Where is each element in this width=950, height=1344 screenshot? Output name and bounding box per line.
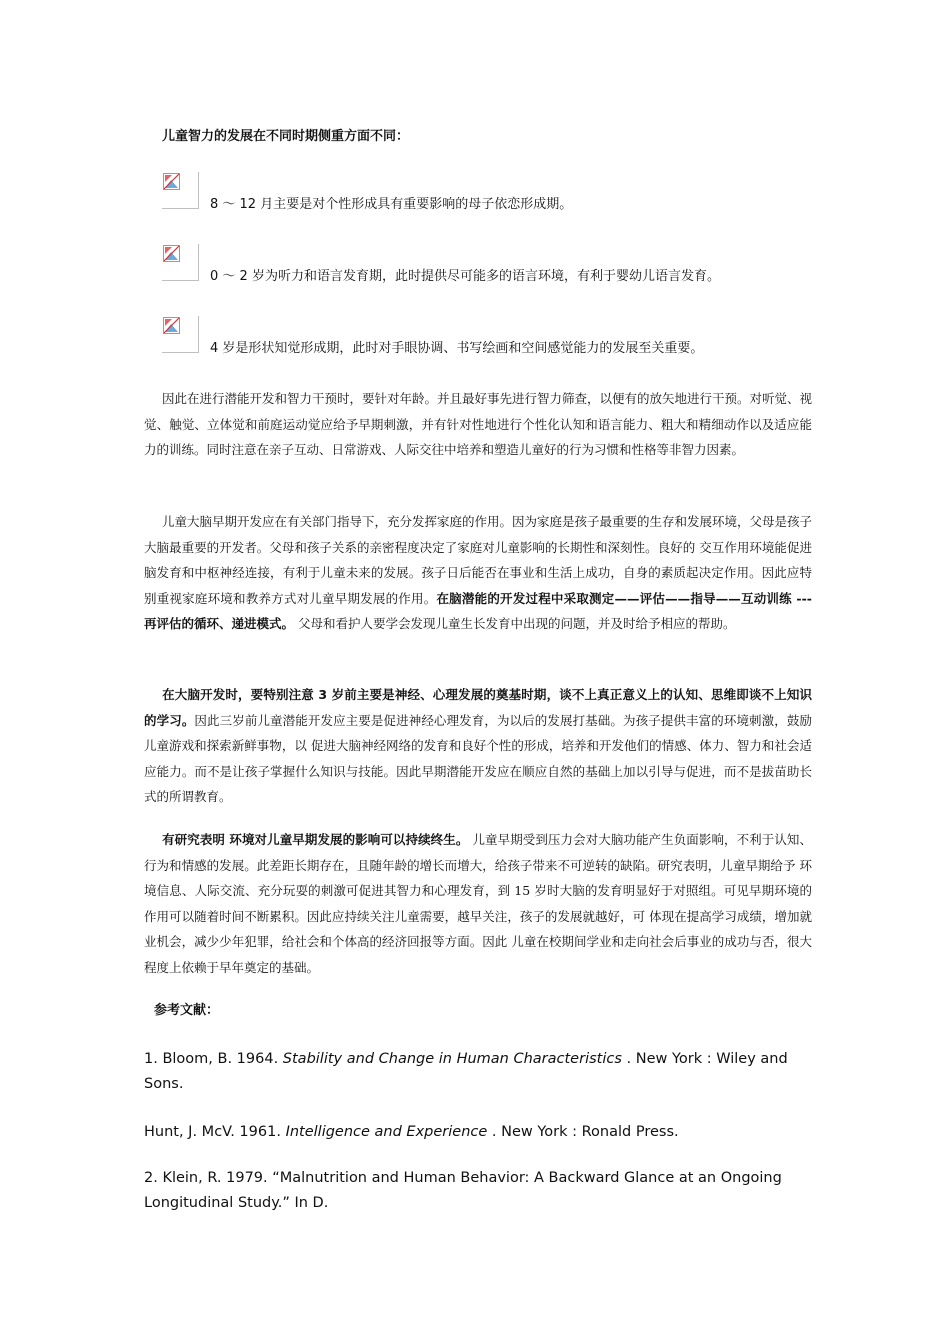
bullet-text-1: 8 ～ 12 月主要是对个性形成具有重要影响的母子依恋形成期。 [210,197,573,212]
reference-3: 2. Klein, R. 1979. “Malnutrition and Human Behavior: A Backward Glance at an Ongoing Longitudinal Study.” In D. [144,1170,782,1211]
bullet-item-2 [162,244,812,284]
emphasis-text: 在脑潜能的开发过程中采取测定——评估——指导——互动训练 --- 再评估的循环、递进模式。 [144,590,812,631]
section-heading: 儿童智力的发展在不同时期侧重方面不同： [162,129,410,144]
broken-image-icon [162,244,199,281]
emphasis-text: 在大脑开发时，要特别注意 3 岁前主要是神经、心理发展的奠基时期，谈不上真正意义上的认知、思维即谈不上知识的学习。 [144,687,812,728]
bullet-text-3: 4 岁是形状知觉形成期，此时对手眼协调、书写绘画和空间感觉能力的发展至关重要。 [210,341,704,356]
paragraph-4: 有研究表明 环境对儿童早期发展的影响可以持续终生。 儿童早期受到压力会对大脑功能产生负面影响，不利于认知、行为和情感的发展。此差距长期存在，且随年龄的增长而增大，给孩子带来不可逆转的缺陷。研究表明，儿童早期给予 环境信息、人际交流、充分玩耍的刺激可促进其智力和心理发育，到 15 岁时大脑的发育明显好于对照组。可见早期环境的作用可以随着时间不断累积。因此应持续关注儿童需要，越早关注，孩子的发展就越好，可 体现在提高学习成绩，增加就业机会，减少少年犯罪，给社会和个体高的经济回报等方面。因此 儿童在校期间学业和走向社会后事业的成功与否，很大程度上依赖于早年奠定的基础。 [144,832,812,975]
references-title: 参考文献： [154,1003,220,1018]
paragraph-3: 在大脑开发时，要特别注意 3 岁前主要是神经、心理发展的奠基时期，谈不上真正意义上的认知、思维即谈不上知识的学习。因此三岁前儿童潜能开发应主要是促进神经心理发育，为以后的发展打基础。为孩子提供丰富的环境刺激，鼓励儿童游戏和探索新鲜事物，以 促进大脑神经网络的发育和良好个性的形成，培养和开发他们的情感、体力、智力和社会适应能力。而不是让孩子掌握什么知识与技能。因此早期潜能开发应在顺应自然的基础上加以引导与促进，而不是拔苗助长式的所谓教育。 [144,687,812,804]
reference-1: 1. Bloom, B. 1964. Stability and Change in Human Characteristics . New York : Wiley and Sons. [144,1051,788,1092]
emphasis-text: 有研究表明 环境对儿童早期发展的影响可以持续终生。 [162,832,469,847]
broken-image-icon [162,316,199,353]
bullet-text-2: 0 ～ 2 岁为听力和语言发育期，此时提供尽可能多的语言环境，有利于婴幼儿语言发育。 [210,269,720,284]
paragraph-2: 儿童大脑早期开发应在有关部门指导下，充分发挥家庭的作用。因为家庭是孩子最重要的生存和发展环境，父母是孩子大脑最重要的开发者。父母和孩子关系的亲密程度决定了家庭对儿童影响的长期性和深刻性。良好的 交互作用环境能促进脑发育和中枢神经连接，有利于儿童未来的发展。孩子日后能否在事业和生活上成功，自身的素质起决定作用。因此应特别重视家庭环境和教养方式对儿童早期发展的作用。在脑潜能的开发过程中采取测定——评估——指导——互动训练 --- 再评估的循环、递进模式。 父母和看护人要学会发现儿童生长发育中出现的问题，并及时给予相应的帮助。 [144,514,813,631]
reference-2: Hunt, J. McV. 1961. Intelligence and Experience . New York : Ronald Press. [144,1124,679,1140]
broken-image-icon [162,172,199,209]
bullet-item-1 [162,172,812,212]
paragraph-1: 因此在进行潜能开发和智力干预时，要针对年龄。并且最好事先进行智力筛查，以便有的放矢地进行干预。对听觉、视觉、触觉、立体觉和前庭运动觉应给予早期刺激，并有针对性地进行个性化认知和语言能力、粗大和精细动作以及适应能力的训练。同时注意在亲子互动、日常游戏、人际交往中培养和塑造儿童好的行为习惯和性格等非智力因素。 [144,391,813,457]
bullet-item-3 [162,316,812,356]
